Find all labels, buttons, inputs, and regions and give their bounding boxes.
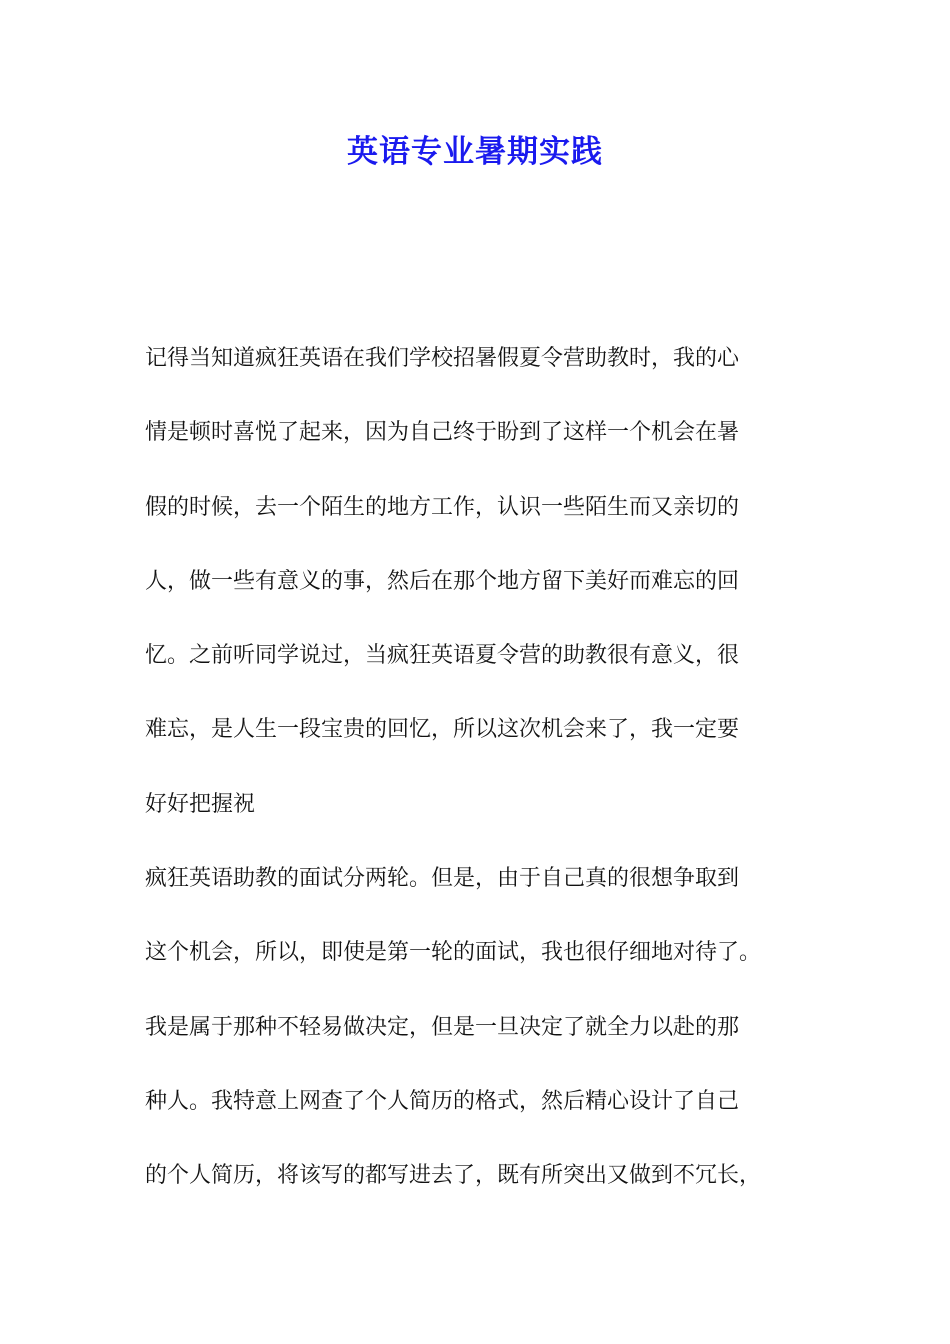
body-line: 记得当知道疯狂英语在我们学校招暑假夏令营助教时，我的心 (145, 346, 740, 371)
body-line: 好好把握祝 (145, 791, 256, 817)
body-line: 疯狂英语助教的面试分两轮。但是，由于自己真的很想争取到 (145, 866, 740, 892)
body-line: 的个人简历，将该写的都写进去了，既有所突出又做到不冗长， (145, 1163, 762, 1189)
document-body (145, 337, 825, 1229)
body-line: 我是属于那种不轻易做决定，但是一旦决定了就全力以赴的那 (145, 1014, 740, 1040)
document-title: 英语专业暑期实践 (347, 134, 603, 170)
body-line: 情是顿时喜悦了起来，因为自己终于盼到了这样一个机会在暑 (145, 420, 740, 446)
body-line: 人，做一些有意义的事，然后在那个地方留下美好而难忘的回 (145, 568, 740, 594)
body-line: 种人。我特意上网查了个人简历的格式，然后精心设计了自己 (145, 1088, 740, 1114)
body-line: 难忘，是人生一段宝贵的回忆，所以这次机会来了，我一定要 (145, 717, 740, 743)
body-line: 这个机会，所以，即使是第一轮的面试，我也很仔细地对待了。 (145, 940, 762, 966)
body-line: 假的时候，去一个陌生的地方工作，认识一些陌生而又亲切的 (145, 494, 740, 520)
body-line: 忆。之前听同学说过，当疯狂英语夏令营的助教很有意义，很 (145, 643, 740, 669)
